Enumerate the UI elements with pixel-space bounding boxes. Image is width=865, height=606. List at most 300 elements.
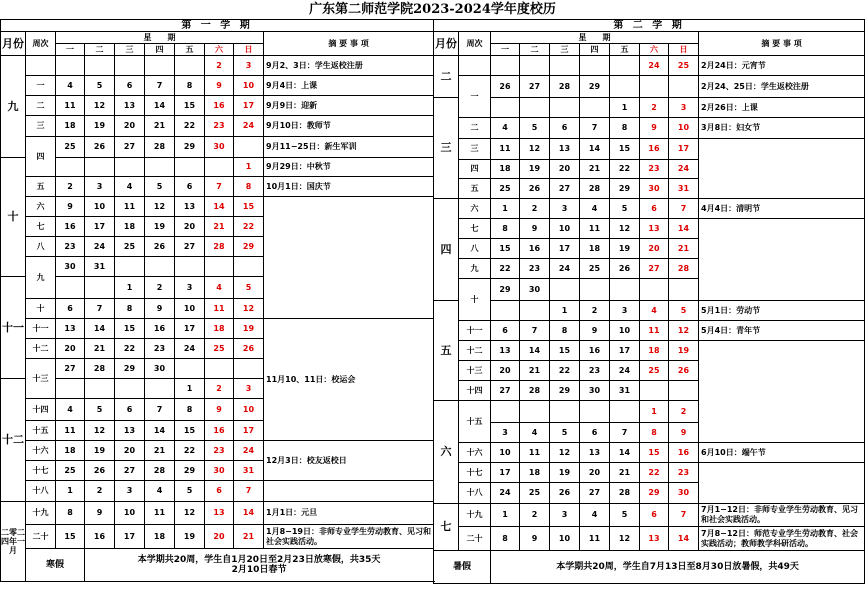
calendar-row bbox=[434, 443, 865, 463]
date-cell: 4 bbox=[115, 177, 145, 197]
date-cell: 13 bbox=[580, 443, 610, 463]
date-cell: 5 bbox=[85, 399, 115, 421]
date-cell: 2 bbox=[205, 379, 234, 399]
week-cell: 七 bbox=[459, 219, 491, 239]
date-cell bbox=[234, 359, 264, 379]
date-cell: 27 bbox=[175, 237, 205, 257]
date-cell: 10 bbox=[669, 118, 699, 139]
date-cell: 16 bbox=[85, 525, 115, 549]
month-cell: 六 bbox=[434, 401, 459, 504]
date-cell: 19 bbox=[520, 160, 550, 179]
date-cell: 1 bbox=[640, 401, 669, 423]
date-cell: 8 bbox=[610, 118, 640, 139]
date-cell: 9 bbox=[56, 197, 85, 217]
date-cell: 19 bbox=[234, 319, 264, 339]
date-cell: 18 bbox=[145, 525, 175, 549]
date-cell bbox=[550, 98, 580, 118]
date-cell bbox=[640, 381, 669, 401]
date-cell: 15 bbox=[56, 525, 85, 549]
calendar-row bbox=[1, 76, 434, 96]
date-cell: 17 bbox=[85, 217, 115, 237]
calendar-row bbox=[1, 441, 434, 461]
date-cell bbox=[205, 257, 234, 277]
week-cell bbox=[26, 56, 56, 76]
date-cell: 10 bbox=[550, 219, 580, 239]
date-cell: 22 bbox=[491, 259, 520, 279]
date-cell: 8 bbox=[56, 502, 85, 525]
date-cell: 5 bbox=[175, 481, 205, 502]
date-cell: 26 bbox=[550, 483, 580, 504]
month-cell: 十 bbox=[1, 158, 26, 277]
note-cell: 11月10、11日：校运会 bbox=[264, 319, 434, 441]
date-cell: 13 bbox=[491, 341, 520, 361]
date-cell: 17 bbox=[610, 341, 640, 361]
calendar-row bbox=[434, 463, 865, 483]
date-cell: 3 bbox=[234, 56, 264, 76]
date-cell: 19 bbox=[669, 341, 699, 361]
week-cell: 十六 bbox=[26, 441, 56, 461]
note-cell: 6月10日：端午节 bbox=[699, 443, 865, 463]
date-cell bbox=[491, 301, 520, 321]
date-cell: 12 bbox=[175, 502, 205, 525]
date-cell: 9 bbox=[520, 527, 550, 551]
date-cell: 10 bbox=[234, 399, 264, 421]
date-cell: 14 bbox=[205, 197, 234, 217]
date-cell: 14 bbox=[234, 502, 264, 525]
date-cell: 12 bbox=[610, 527, 640, 551]
date-cell: 22 bbox=[610, 160, 640, 179]
date-cell: 16 bbox=[580, 341, 610, 361]
date-cell bbox=[175, 158, 205, 177]
date-cell: 20 bbox=[640, 239, 669, 259]
date-cell bbox=[145, 158, 175, 177]
date-cell: 11 bbox=[56, 421, 85, 441]
date-cell: 15 bbox=[175, 96, 205, 116]
date-cell: 26 bbox=[669, 361, 699, 381]
date-cell: 28 bbox=[145, 137, 175, 158]
date-cell bbox=[640, 76, 669, 98]
date-cell bbox=[520, 401, 550, 423]
date-cell: 23 bbox=[205, 116, 234, 137]
date-cell: 25 bbox=[56, 137, 85, 158]
date-cell: 26 bbox=[610, 259, 640, 279]
date-cell bbox=[145, 379, 175, 399]
date-cell: 21 bbox=[669, 239, 699, 259]
calendar-row bbox=[1, 137, 434, 158]
date-cell bbox=[669, 279, 699, 301]
calendar-row bbox=[434, 301, 865, 321]
date-cell: 7 bbox=[580, 118, 610, 139]
date-cell bbox=[175, 56, 205, 76]
date-cell: 20 bbox=[205, 525, 234, 549]
date-cell: 31 bbox=[85, 257, 115, 277]
empty-note-cell bbox=[264, 481, 434, 502]
vacation-label: 暑假 bbox=[434, 551, 491, 584]
calendar-row bbox=[1, 158, 434, 177]
date-cell: 2 bbox=[640, 98, 669, 118]
date-cell bbox=[669, 76, 699, 98]
week-cell: 十四 bbox=[459, 381, 491, 401]
note-cell: 1月1日：元旦 bbox=[264, 502, 434, 525]
date-cell: 1 bbox=[234, 158, 264, 177]
date-cell: 21 bbox=[205, 217, 234, 237]
date-cell: 12 bbox=[610, 219, 640, 239]
date-cell: 9 bbox=[669, 423, 699, 443]
week-cell: 三 bbox=[26, 116, 56, 137]
semester-1-calendar bbox=[0, 19, 434, 582]
date-cell: 5 bbox=[610, 199, 640, 219]
week-cell: 四 bbox=[459, 160, 491, 179]
date-cell: 10 bbox=[491, 443, 520, 463]
note-cell: 9月4日：上课 bbox=[264, 76, 434, 96]
date-cell: 8 bbox=[550, 321, 580, 341]
date-cell: 26 bbox=[145, 237, 175, 257]
week-cell: 八 bbox=[459, 239, 491, 259]
date-cell: 24 bbox=[234, 116, 264, 137]
date-cell bbox=[205, 359, 234, 379]
date-cell: 8 bbox=[234, 177, 264, 197]
date-cell: 11 bbox=[56, 96, 85, 116]
weekday-header: 星 期 bbox=[56, 32, 264, 44]
date-cell: 9 bbox=[520, 219, 550, 239]
date-cell: 3 bbox=[115, 481, 145, 502]
week-cell: 十九 bbox=[26, 502, 56, 525]
date-cell: 27 bbox=[491, 381, 520, 401]
month-header: 月份 bbox=[1, 32, 26, 56]
note-cell: 10月1日：国庆节 bbox=[264, 177, 434, 197]
date-cell: 4 bbox=[580, 199, 610, 219]
week-cell: 二 bbox=[26, 96, 56, 116]
date-cell: 14 bbox=[580, 139, 610, 160]
date-cell bbox=[56, 158, 85, 177]
date-cell: 20 bbox=[550, 160, 580, 179]
date-cell: 24 bbox=[550, 259, 580, 279]
date-cell: 29 bbox=[640, 483, 669, 504]
note-cell: 12月3日：校友返校日 bbox=[264, 441, 434, 481]
calendar-row bbox=[1, 197, 434, 217]
week-cell: 一 bbox=[459, 76, 491, 118]
date-cell: 16 bbox=[145, 319, 175, 339]
date-cell: 27 bbox=[550, 179, 580, 199]
date-cell: 10 bbox=[610, 321, 640, 341]
week-header: 周次 bbox=[459, 32, 491, 56]
date-cell: 18 bbox=[491, 160, 520, 179]
vacation-text: 本学期共20周，学生自1月20日至2月23日放寒假，共35天 bbox=[137, 555, 381, 565]
week-cell bbox=[459, 56, 491, 76]
empty-note-cell bbox=[699, 139, 865, 199]
date-cell: 6 bbox=[115, 399, 145, 421]
date-cell: 29 bbox=[580, 76, 610, 98]
date-cell: 15 bbox=[234, 197, 264, 217]
date-cell: 4 bbox=[205, 277, 234, 299]
date-cell: 24 bbox=[85, 237, 115, 257]
date-cell bbox=[610, 76, 640, 98]
date-cell: 24 bbox=[610, 361, 640, 381]
date-cell: 22 bbox=[115, 339, 145, 359]
calendar-row bbox=[434, 341, 865, 361]
date-cell: 2 bbox=[56, 177, 85, 197]
date-cell: 14 bbox=[669, 527, 699, 551]
week-cell: 十一 bbox=[459, 321, 491, 341]
day-header: 四 bbox=[580, 44, 610, 56]
calendar-row bbox=[1, 481, 434, 502]
date-cell: 18 bbox=[56, 441, 85, 461]
day-header: 三 bbox=[550, 44, 580, 56]
date-cell: 25 bbox=[491, 179, 520, 199]
date-cell: 1 bbox=[115, 277, 145, 299]
date-cell: 19 bbox=[85, 116, 115, 137]
date-cell: 23 bbox=[669, 463, 699, 483]
date-cell: 15 bbox=[175, 421, 205, 441]
date-cell: 23 bbox=[640, 160, 669, 179]
date-cell: 12 bbox=[520, 139, 550, 160]
week-cell: 五 bbox=[26, 177, 56, 197]
date-cell: 27 bbox=[115, 137, 145, 158]
date-cell: 22 bbox=[175, 441, 205, 461]
date-cell: 13 bbox=[640, 527, 669, 551]
date-cell: 29 bbox=[175, 461, 205, 481]
date-cell: 3 bbox=[491, 423, 520, 443]
date-cell: 3 bbox=[550, 199, 580, 219]
month-cell: 四 bbox=[434, 199, 459, 301]
date-cell bbox=[580, 56, 610, 76]
date-cell: 21 bbox=[85, 339, 115, 359]
week-cell: 十八 bbox=[459, 483, 491, 504]
date-cell bbox=[56, 56, 85, 76]
week-cell: 二十 bbox=[26, 525, 56, 549]
date-cell bbox=[669, 381, 699, 401]
day-header: 日 bbox=[234, 44, 264, 56]
week-cell: 十九 bbox=[459, 504, 491, 527]
date-cell bbox=[85, 56, 115, 76]
date-cell: 5 bbox=[550, 423, 580, 443]
date-cell: 20 bbox=[115, 441, 145, 461]
note-cell: 5月1日：劳动节 bbox=[699, 301, 865, 321]
date-cell: 8 bbox=[175, 399, 205, 421]
date-cell: 21 bbox=[520, 361, 550, 381]
note-cell: 9月11−25日：新生军训 bbox=[264, 137, 434, 158]
date-cell bbox=[640, 279, 669, 301]
day-header: 四 bbox=[145, 44, 175, 56]
date-cell: 1 bbox=[175, 379, 205, 399]
date-cell: 23 bbox=[205, 441, 234, 461]
month-cell: 十二 bbox=[1, 379, 26, 502]
date-cell: 18 bbox=[205, 319, 234, 339]
day-header: 一 bbox=[56, 44, 85, 56]
date-cell: 31 bbox=[234, 461, 264, 481]
date-cell: 15 bbox=[640, 443, 669, 463]
week-cell: 十五 bbox=[26, 421, 56, 441]
date-cell: 18 bbox=[520, 463, 550, 483]
date-cell: 23 bbox=[56, 237, 85, 257]
date-cell: 20 bbox=[56, 339, 85, 359]
date-cell: 31 bbox=[669, 179, 699, 199]
date-cell: 11 bbox=[491, 139, 520, 160]
page-title: 广东第二师范学院2023-2024学年度校历 bbox=[309, 2, 556, 17]
date-cell bbox=[520, 98, 550, 118]
date-cell: 17 bbox=[115, 525, 145, 549]
date-cell: 16 bbox=[205, 96, 234, 116]
date-cell: 11 bbox=[115, 197, 145, 217]
date-cell: 3 bbox=[175, 277, 205, 299]
date-cell: 20 bbox=[580, 463, 610, 483]
date-cell: 30 bbox=[520, 279, 550, 301]
date-cell: 22 bbox=[550, 361, 580, 381]
date-cell: 6 bbox=[580, 423, 610, 443]
vacation-info: 本学期共20周，学生自7月13日至8月30日放暑假，共49天 bbox=[491, 551, 865, 584]
calendar-row bbox=[434, 118, 865, 139]
date-cell: 11 bbox=[580, 219, 610, 239]
date-cell: 2 bbox=[669, 401, 699, 423]
empty-note-cell bbox=[699, 341, 865, 443]
date-cell: 2 bbox=[520, 199, 550, 219]
date-cell: 4 bbox=[56, 76, 85, 96]
date-cell: 3 bbox=[610, 301, 640, 321]
date-cell: 27 bbox=[56, 359, 85, 379]
date-cell: 30 bbox=[145, 359, 175, 379]
date-cell bbox=[580, 401, 610, 423]
week-cell: 十四 bbox=[26, 399, 56, 421]
date-cell: 22 bbox=[175, 116, 205, 137]
date-cell: 8 bbox=[115, 299, 145, 319]
date-cell: 16 bbox=[640, 139, 669, 160]
date-cell: 28 bbox=[145, 461, 175, 481]
month-cell: 二 bbox=[434, 56, 459, 98]
date-cell: 3 bbox=[85, 177, 115, 197]
date-cell bbox=[85, 379, 115, 399]
date-cell: 1 bbox=[550, 301, 580, 321]
note-cell: 2月24日：元宵节 bbox=[699, 56, 865, 76]
date-cell bbox=[610, 401, 640, 423]
date-cell: 24 bbox=[175, 339, 205, 359]
semester-header: 第 二 学 期 bbox=[434, 20, 865, 32]
date-cell: 6 bbox=[56, 299, 85, 319]
calendar-row bbox=[434, 527, 865, 551]
date-cell: 10 bbox=[115, 502, 145, 525]
date-cell: 5 bbox=[145, 177, 175, 197]
week-cell: 五 bbox=[459, 179, 491, 199]
spring-festival-text: 2月10日春节 bbox=[231, 565, 287, 575]
date-cell: 19 bbox=[85, 441, 115, 461]
date-cell: 20 bbox=[175, 217, 205, 237]
date-cell: 4 bbox=[145, 481, 175, 502]
week-cell: 八 bbox=[26, 237, 56, 257]
date-cell: 28 bbox=[85, 359, 115, 379]
month-cell: 九 bbox=[1, 56, 26, 158]
date-cell bbox=[550, 401, 580, 423]
date-cell: 25 bbox=[115, 237, 145, 257]
date-cell: 29 bbox=[491, 279, 520, 301]
week-cell: 十 bbox=[26, 299, 56, 319]
date-cell: 4 bbox=[491, 118, 520, 139]
calendar-row bbox=[1, 96, 434, 116]
date-cell: 27 bbox=[640, 259, 669, 279]
date-cell: 29 bbox=[610, 179, 640, 199]
date-cell bbox=[234, 257, 264, 277]
date-cell: 2 bbox=[85, 481, 115, 502]
date-cell: 30 bbox=[205, 461, 234, 481]
date-cell: 25 bbox=[520, 483, 550, 504]
date-cell: 9 bbox=[580, 321, 610, 341]
date-cell: 11 bbox=[205, 299, 234, 319]
notes-header: 摘 要 事 项 bbox=[264, 32, 434, 56]
date-cell: 16 bbox=[669, 443, 699, 463]
date-cell: 10 bbox=[85, 197, 115, 217]
date-cell: 21 bbox=[580, 160, 610, 179]
date-cell: 21 bbox=[610, 463, 640, 483]
date-cell: 24 bbox=[491, 483, 520, 504]
date-cell: 2 bbox=[145, 277, 175, 299]
date-cell: 26 bbox=[85, 137, 115, 158]
date-cell: 11 bbox=[580, 527, 610, 551]
week-cell: 十三 bbox=[459, 361, 491, 381]
calendar-row bbox=[434, 321, 865, 341]
week-cell: 三 bbox=[459, 139, 491, 160]
date-cell: 1 bbox=[56, 481, 85, 502]
date-cell: 13 bbox=[640, 219, 669, 239]
week-cell: 六 bbox=[459, 199, 491, 219]
calendar-row bbox=[1, 319, 434, 339]
calendar-row bbox=[434, 199, 865, 219]
calendar-row bbox=[1, 177, 434, 197]
month-cell: 三 bbox=[434, 98, 459, 199]
date-cell bbox=[85, 277, 115, 299]
date-cell: 2 bbox=[580, 301, 610, 321]
date-cell: 7 bbox=[145, 399, 175, 421]
date-cell: 15 bbox=[550, 341, 580, 361]
month-cell: 十一 bbox=[1, 277, 26, 379]
date-cell: 16 bbox=[520, 239, 550, 259]
month-cell: 七 bbox=[434, 504, 459, 551]
date-cell bbox=[115, 56, 145, 76]
date-cell: 19 bbox=[175, 525, 205, 549]
date-cell: 8 bbox=[491, 527, 520, 551]
date-cell: 12 bbox=[85, 421, 115, 441]
date-cell: 17 bbox=[175, 319, 205, 339]
week-cell: 十八 bbox=[26, 481, 56, 502]
date-cell: 30 bbox=[205, 137, 234, 158]
calendar-row bbox=[434, 76, 865, 98]
date-cell: 5 bbox=[234, 277, 264, 299]
calendar-row bbox=[1, 502, 434, 525]
date-cell bbox=[56, 379, 85, 399]
date-cell: 8 bbox=[491, 219, 520, 239]
date-cell: 17 bbox=[234, 421, 264, 441]
date-cell: 11 bbox=[520, 443, 550, 463]
date-cell: 28 bbox=[550, 76, 580, 98]
empty-note-cell bbox=[264, 197, 434, 319]
week-cell: 一 bbox=[26, 76, 56, 96]
date-cell: 11 bbox=[145, 502, 175, 525]
date-cell: 25 bbox=[56, 461, 85, 481]
date-cell: 14 bbox=[520, 341, 550, 361]
day-header: 日 bbox=[669, 44, 699, 56]
vacation-info bbox=[85, 549, 434, 582]
semester-2-calendar bbox=[433, 19, 865, 584]
date-cell: 28 bbox=[580, 179, 610, 199]
date-cell: 7 bbox=[669, 504, 699, 527]
week-cell: 十三 bbox=[26, 359, 56, 399]
date-cell: 6 bbox=[640, 504, 669, 527]
week-cell: 十六 bbox=[459, 443, 491, 463]
date-cell: 23 bbox=[520, 259, 550, 279]
date-cell: 17 bbox=[234, 96, 264, 116]
date-cell: 25 bbox=[205, 339, 234, 359]
date-cell: 18 bbox=[580, 239, 610, 259]
date-cell: 7 bbox=[85, 299, 115, 319]
date-cell: 13 bbox=[205, 502, 234, 525]
date-cell: 26 bbox=[85, 461, 115, 481]
